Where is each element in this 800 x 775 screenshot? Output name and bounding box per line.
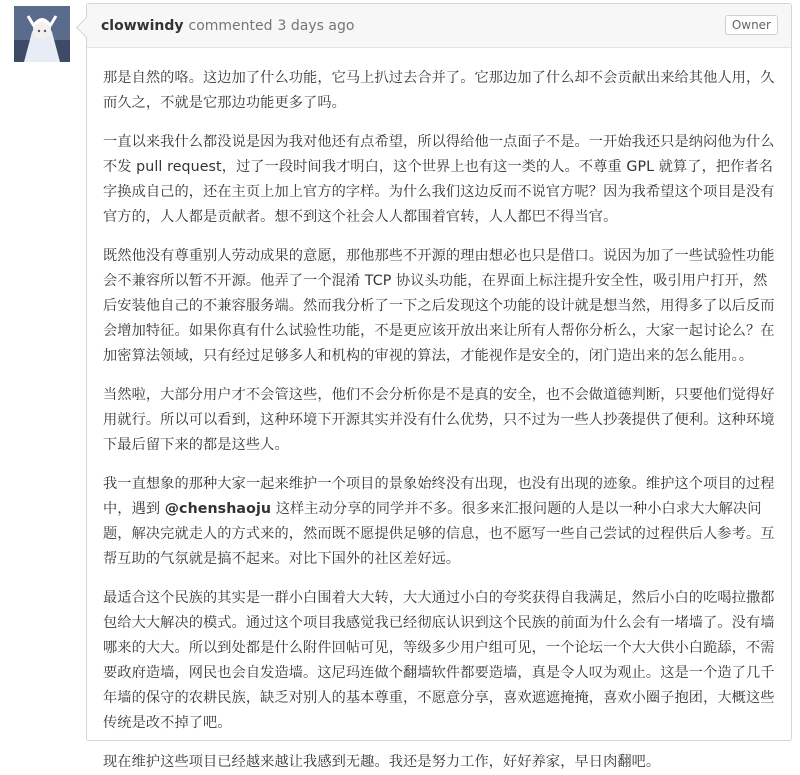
paragraph-text: 这样主动分享的同学并不多。很多来汇报问题的人是以一种小白求大大解决问题，解决完就走人的方式来的，然而既不愿提供足够的信息，也不愿写一些自己尝试的过程供后人参考。互帮互助的气氛就是搞不起来。对比下国外的社区差好远。 <box>103 501 775 567</box>
comment-body <box>87 48 791 775</box>
comment-paragraph <box>103 472 775 572</box>
avatar[interactable] <box>14 6 70 62</box>
comment-paragraph: 现在维护这些项目已经越来越让我感到无趣。我还是努力工作，好好养家，早日肉翻吧。 <box>103 754 661 770</box>
user-mention-link[interactable]: @chenshaoju <box>164 501 272 517</box>
author-link[interactable]: clowwindy <box>101 17 184 34</box>
comment-paragraph: 最适合这个民族的其实是一群小白围着大大转，大大通过小白的夸奖获得自我满足，然后小白的吃喝拉撒都包给大大解决的模式。通过这个项目我感觉我已经彻底认识到这个民族的前面为什么会有一堵墙了。没有墙哪来的大大。所以到处都是什么附件回帖可见，等级多少用户组可见，一个论坛一个大大供小白跪舔，不需要政府造墙，网民也会自发造墙。这尼玛连做个翻墙软件都要造墙，真是令人叹为观止。这是一个造了几千年墙的保守的农耕民族，缺乏对别人的基本尊重，不愿意分享，喜欢遮遮掩掩，喜欢小圈子抱团，大概这些传统是改不掉了吧。 <box>103 590 775 731</box>
comment-paragraph: 当然啦，大部分用户才不会管这些，他们不会分析你是不是真的安全，也不会做道德判断，只要他们觉得好用就行。所以可以看到，这种环境下开源其实并没有什么优势，只不过为一些人抄袭提供了便利。这种环境下最后留下来的都是这些人。 <box>103 387 775 453</box>
paragraph-text: 我一直想象的那种大家一起来维护一个项目的景象始终没有出现，也没有出现的迹象。维护这个项目的过程中，遇到 <box>103 476 775 517</box>
comment-box <box>86 3 792 770</box>
avatar-image <box>14 6 70 62</box>
comment-time[interactable]: 3 days ago <box>277 17 355 34</box>
comment-paragraph: 那是自然的咯。这边加了什么功能，它马上扒过去合并了。它那边加了什么却不会贡献出来给其他人用，久而久之，不就是它那边功能更多了吗。 <box>103 70 775 111</box>
comment-paragraph: 既然他没有尊重别人劳动成果的意愿，那他那些不开源的理由想必也只是借口。说因为加了一些试验性功能会不兼容所以暂不开源。他弄了一个混淆 TCP 协议头功能，在界面上标注提升安全性，吸引用户打开，然后安装他自己的不兼容服务端。然而我分析了一下之后发现这个功能的设计就是想当然，用得多了以后反而会增加特征。如果你真有什么试验性功能，不是更应该开放出来让所有人帮你分析么，大家一起讨论么？在加密算法领域，只有经过足够多人和机构的审视的算法，才能视作是安全的，闭门造出来的怎么能用。。 <box>103 248 775 364</box>
comment-paragraph: 一直以来我什么都没说是因为我对他还有点希望，所以得给他一点面子不是。一开始我还只是纳闷他为什么不发 pull request，过了一段时间我才明白，这个世界上也有这一类的人。不尊重 GPL 就算了，把作者名字换成自己的，还在主页上加上官方的字样。为什么我们这边反而不说官方呢？因为我希望这个项目是没有官方的，人人都是贡献者。想不到这个社会人人都围着官转，人人都巴不得当官。 <box>103 134 775 225</box>
comment-header <box>87 4 791 48</box>
comment-verb: commented <box>188 17 273 34</box>
owner-badge: Owner <box>725 15 778 35</box>
